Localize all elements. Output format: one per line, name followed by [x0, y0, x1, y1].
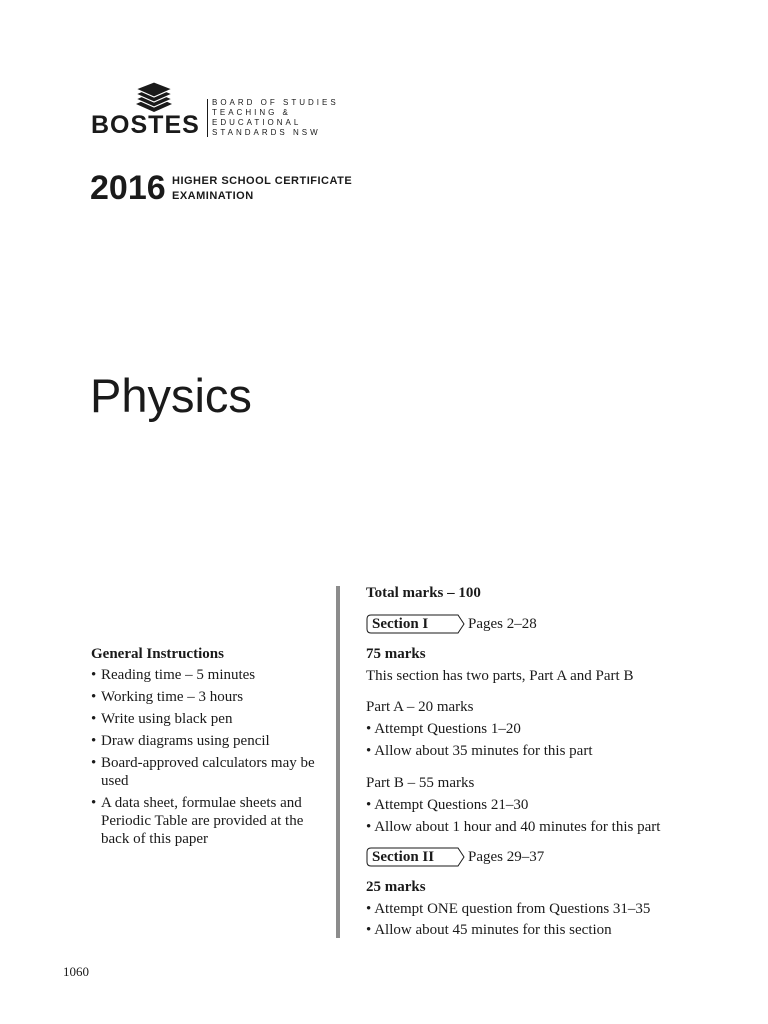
section-1-pages: Pages 2–28 — [468, 616, 537, 632]
bostes-wordmark: BOSTES — [91, 111, 200, 139]
exam-title — [172, 174, 352, 204]
column-divider — [336, 586, 340, 938]
logo-line: EDUCATIONAL — [212, 118, 302, 127]
logo-line: STANDARDS NSW — [212, 128, 321, 137]
list-item: • Attempt Questions 21–30 — [366, 797, 529, 813]
logo-divider — [207, 99, 208, 137]
part-a-title: Part A – 20 marks — [366, 699, 474, 715]
section-1-label: Section I — [372, 616, 429, 632]
section-1-marks: 75 marks — [366, 646, 426, 662]
list-item: • Attempt ONE question from Questions 31–35 — [366, 901, 651, 917]
exam-title-line: EXAMINATION — [172, 190, 254, 202]
subject-title: Physics — [90, 369, 252, 422]
section-2-tag — [366, 847, 466, 867]
list-item: • Working time – 3 hours — [91, 689, 244, 705]
list-item: • Board-approved calculators may be used — [91, 755, 315, 789]
list-item: • Allow about 1 hour and 40 minutes for this part — [366, 819, 661, 835]
general-instructions-list — [91, 666, 331, 852]
paper-code: 1060 — [63, 964, 89, 979]
list-item: • A data sheet, formulae sheets and Periodic Table are provided at the back of this paper — [91, 795, 304, 847]
list-item: • Write using black pen — [91, 711, 233, 727]
logo-line: TEACHING & — [212, 108, 291, 117]
list-item: • Allow about 35 minutes for this part — [366, 743, 593, 759]
logo-tagline — [212, 98, 339, 138]
part-b-title: Part B – 55 marks — [366, 775, 475, 791]
section-2-marks: 25 marks — [366, 879, 426, 895]
exam-title-line: HIGHER SCHOOL CERTIFICATE — [172, 175, 353, 187]
section-2-pages: Pages 29–37 — [468, 849, 545, 865]
general-instructions-heading: General Instructions — [91, 646, 224, 662]
list-item: • Allow about 45 minutes for this section — [366, 922, 612, 938]
section-1-desc: This section has two parts, Part A and Part B — [366, 668, 634, 684]
exam-year: 2016 — [90, 169, 166, 207]
list-item: • Draw diagrams using pencil — [91, 733, 270, 749]
logo-line: BOARD OF STUDIES — [212, 98, 339, 107]
section-2-label: Section II — [372, 849, 435, 865]
total-marks: Total marks – 100 — [366, 585, 481, 601]
list-item: • Attempt Questions 1–20 — [366, 721, 521, 737]
section-1-tag — [366, 614, 466, 634]
list-item: • Reading time – 5 minutes — [91, 667, 256, 683]
